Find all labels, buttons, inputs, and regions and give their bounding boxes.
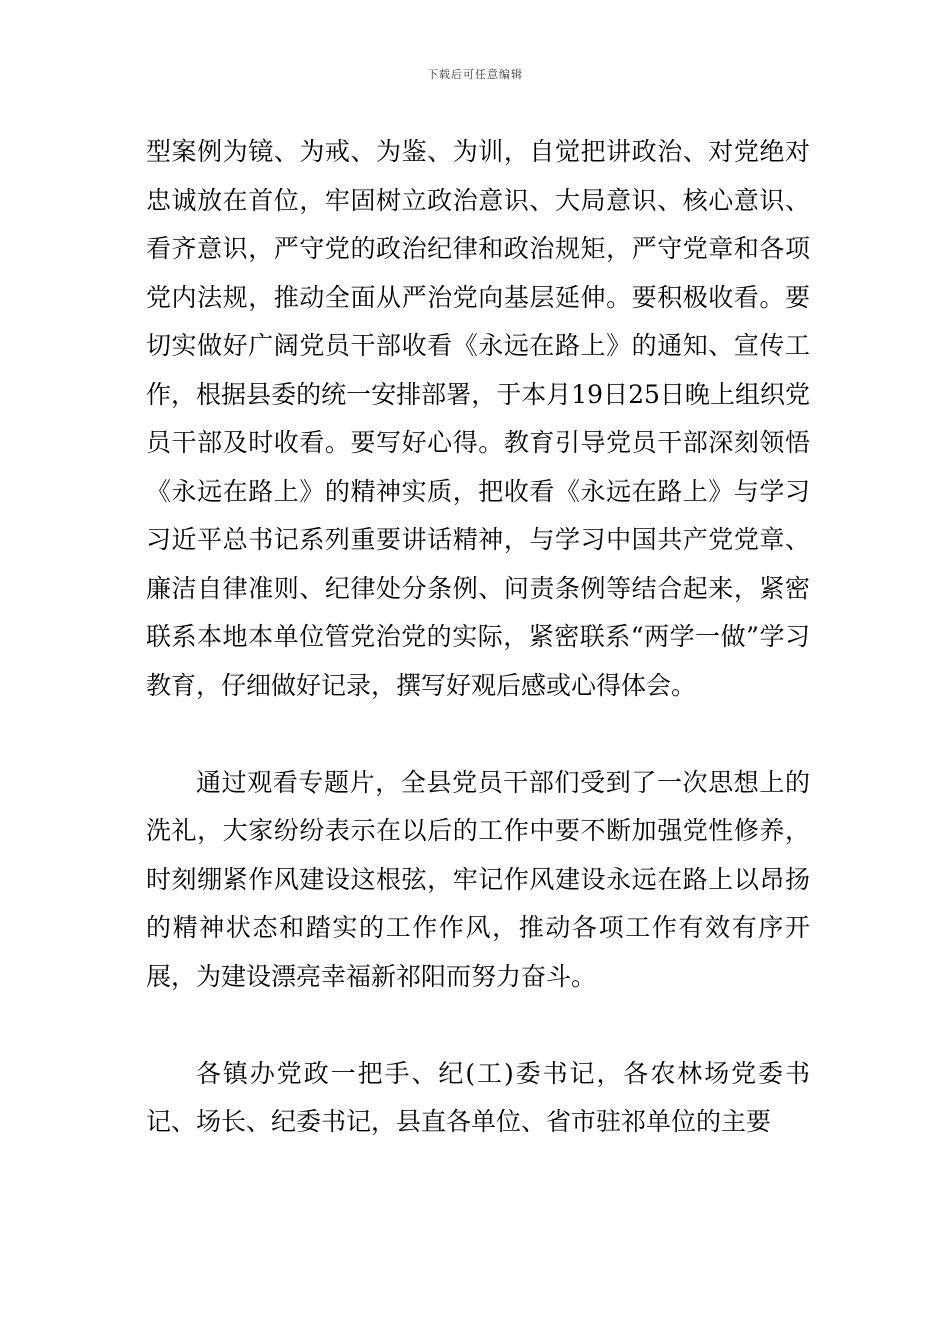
paragraph-spacer — [146, 1001, 810, 1050]
document-body — [146, 128, 810, 1147]
page-header-note: 下载后可任意编辑 — [427, 68, 523, 81]
paragraph-viewing-result: 通过观看专题片，全县党员干部们受到了一次思想上的洗礼，大家纷纷表示在以后的工作中要不断加强党性修养，时刻绷紧作风建设这根弦，牢记作风建设永远在路上以昂扬的精神状态和踏实的工作作风，推动各项工作有效有序开展，为建设漂亮幸福新祁阳而努力奋斗。 — [146, 767, 810, 991]
paragraph-spacer — [146, 710, 810, 759]
paragraph-attendees: 各镇办党政一把手、纪(工)委书记，各农林场党委书记、场长、纪委书记，县直各单位、省市驻祁单位的主要 — [146, 1058, 810, 1136]
paragraph-continued: 型案例为镜、为戒、为鉴、为训，自觉把讲政治、对党绝对忠诚放在首位，牢固树立政治意识、大局意识、核心意识、看齐意识，严守党的政治纪律和政治规矩，严守党章和各项党内法规，推动全面从严治党向基层延伸。要积极收看。要切实做好广阔党员干部收看《永远在路上》的通知、宣传工作，根据县委的统一安排部署，于本月19日25日晚上组织党员干部及时收看。要写好心得。教育引导党员干部深刻领悟《永远在路上》的精神实质，把收看《永远在路上》与学习习近平总书记系列重要讲话精神，与学习中国共产党党章、廉洁自律准则、纪律处分条例、问责条例等结合起来，紧密联系本地本单位管党治党的实际，紧密联系“两学一做”学习教育，仔细做好记录，撰写好观后感或心得体会。 — [146, 137, 810, 700]
